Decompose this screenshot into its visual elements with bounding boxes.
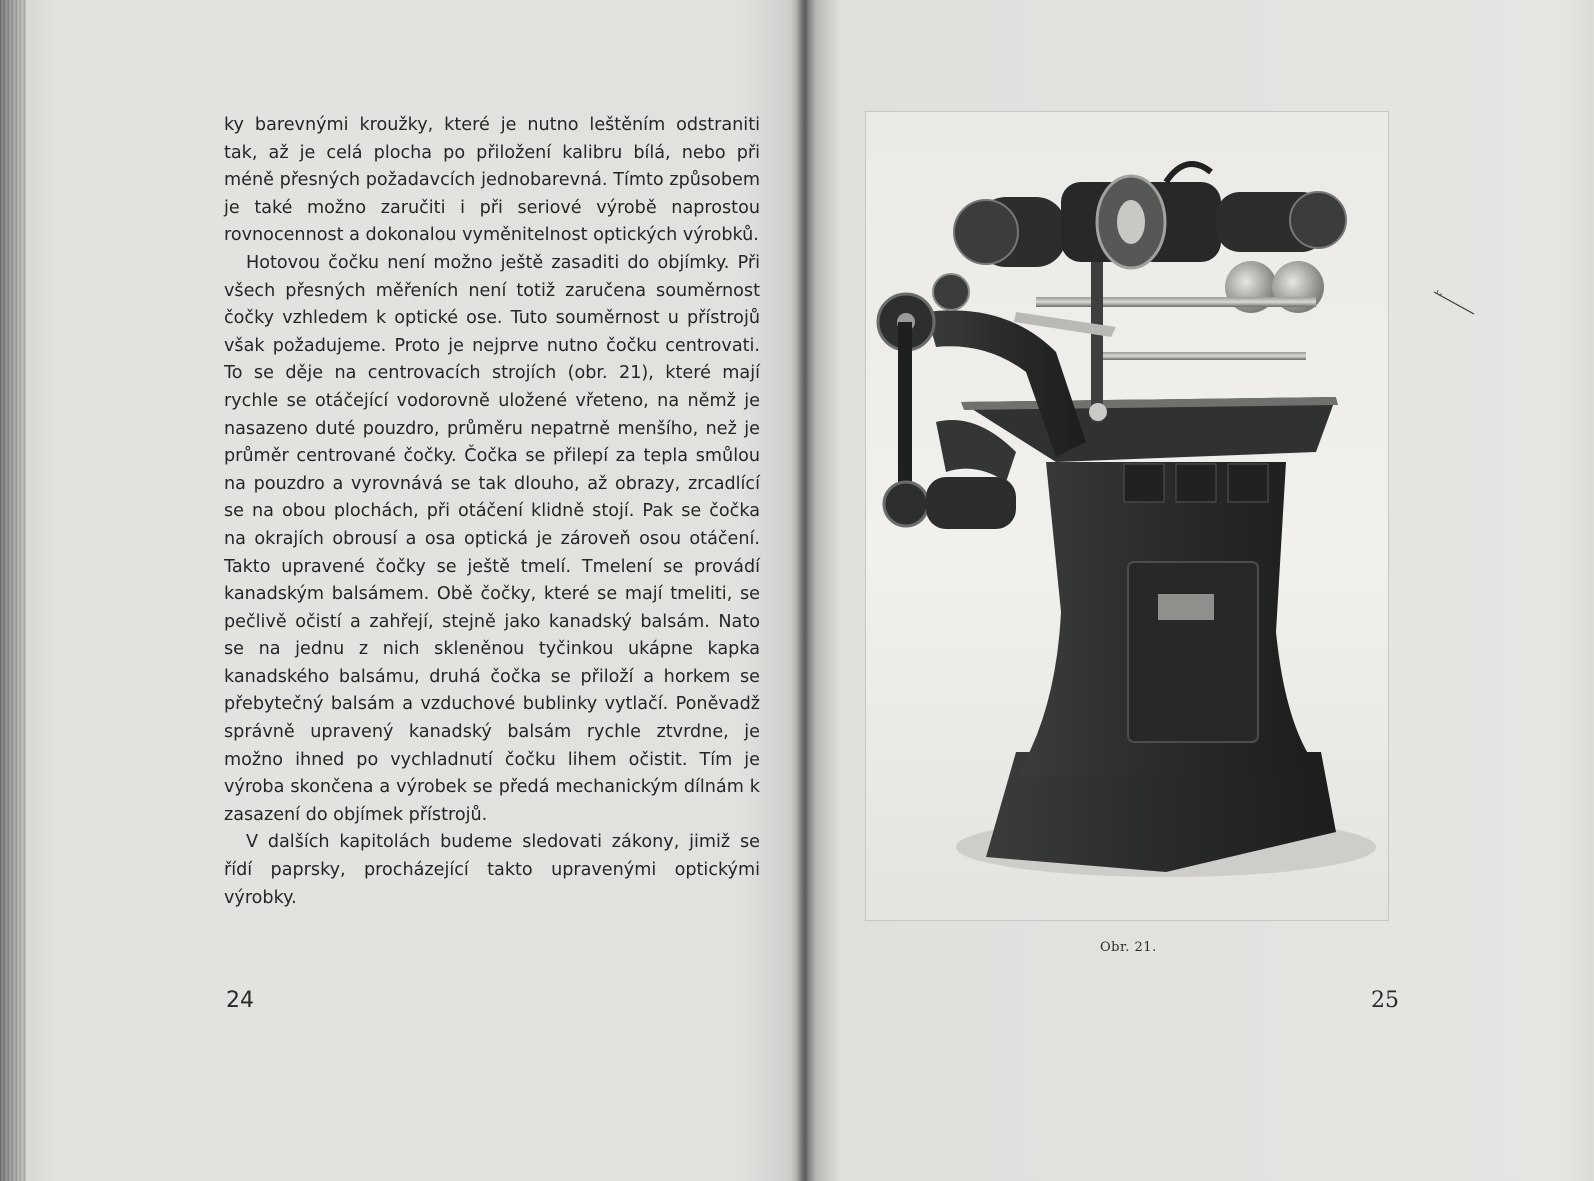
right-page-number: 25 <box>1371 988 1399 1013</box>
vertical-post <box>1091 262 1103 422</box>
drive-belt <box>898 322 912 502</box>
figure-photo-centering-machine <box>866 112 1388 920</box>
figure-caption: Obr. 21. <box>1100 940 1157 955</box>
page-stack-edge <box>0 0 26 1181</box>
switch-box-1 <box>1124 464 1164 502</box>
left-page-text <box>224 112 760 912</box>
lens-glass <box>1117 200 1145 244</box>
tray-knob <box>1089 403 1107 421</box>
drive-motor <box>926 477 1016 529</box>
cable <box>1166 164 1211 182</box>
right-motor-end <box>1290 192 1346 248</box>
paragraph-2: Hotovou čočku není možno ještě zasaditi do objímky. Při všech přesných měřeních není totiž zaručena souměrnost čočky vzhledem k optické ose. Tuto souměrnost u přístrojů však požadujeme. Proto je nejprve nutno čočku centrovati. To se děje na centrovacích strojích (obr. 21), které mají rychle se otáčející vodorovně uložené vřeteno, na němž je nasazeno duté pouzdro, průměru nepatrně menšího, než je průměr centrované čočky. Čočka se přilepí za tepla smůlou na pouzdro a vyrovnává se tak dlouho, až obrazy, zrcadlící se na obou plochách, při otáčení klidně stojí. Pak se čočka na okrajích obrousí a osa optická je zároveň osou otáčení. Takto upravené čočky se ještě tmelí. Tmelení se provádí kanadským balsámem. Obě čočky, které se mají tmeliti, se pečlivě očistí a zahřejí, stejně jako kanadský balsám. Nato se na jednu z nich skleněnou tyčinkou ukápne kapka kanadského balsámu, druhá čočka se přiloží a horkem se přebytečný balsám a vzduchové bublinky vytlačí. Poněvadž správně upravený kanadský balsám rychle ztvrdne, je možno ihned po vychladnutí čočku lihem očistit. Tím je výroba skončena a výrobek se předá mechanickým dílnám k zasazení do objímek přístrojů. <box>224 252 760 825</box>
switch-box-3 <box>1228 464 1268 502</box>
paragraph-1: ky barevnými kroužky, které je nutno leštěním odstraniti tak, až je celá plocha po přiložení kalibru bílá, nebo při méně přesných požadavcích jednobarevná. Tímto způsobem je také možno zaručiti i při seriové výrobě naprostou rovnocennost a dokonalou vyměnitelnost optických výrobků. <box>224 115 760 246</box>
spindle-pulley <box>933 274 969 310</box>
left-page-number: 24 <box>226 988 254 1013</box>
slide-rail-upper <box>1036 297 1316 307</box>
slide-rail-lower <box>1096 352 1306 360</box>
left-motor-end <box>954 200 1018 264</box>
lower-pulley <box>884 482 928 526</box>
paragraph-3: V dalších kapitolách budeme sledovati zákony, jimiž se řídí paprsky, procházející takto upravenými optickými výrobky. <box>224 832 760 908</box>
motor-cover <box>936 420 1016 482</box>
book-gutter <box>796 0 816 1181</box>
pencil-mark <box>1432 288 1476 316</box>
maker-plate <box>1158 594 1214 620</box>
switch-box-2 <box>1176 464 1216 502</box>
centering-machine-illustration <box>866 112 1388 920</box>
cabinet-door <box>1128 562 1258 742</box>
